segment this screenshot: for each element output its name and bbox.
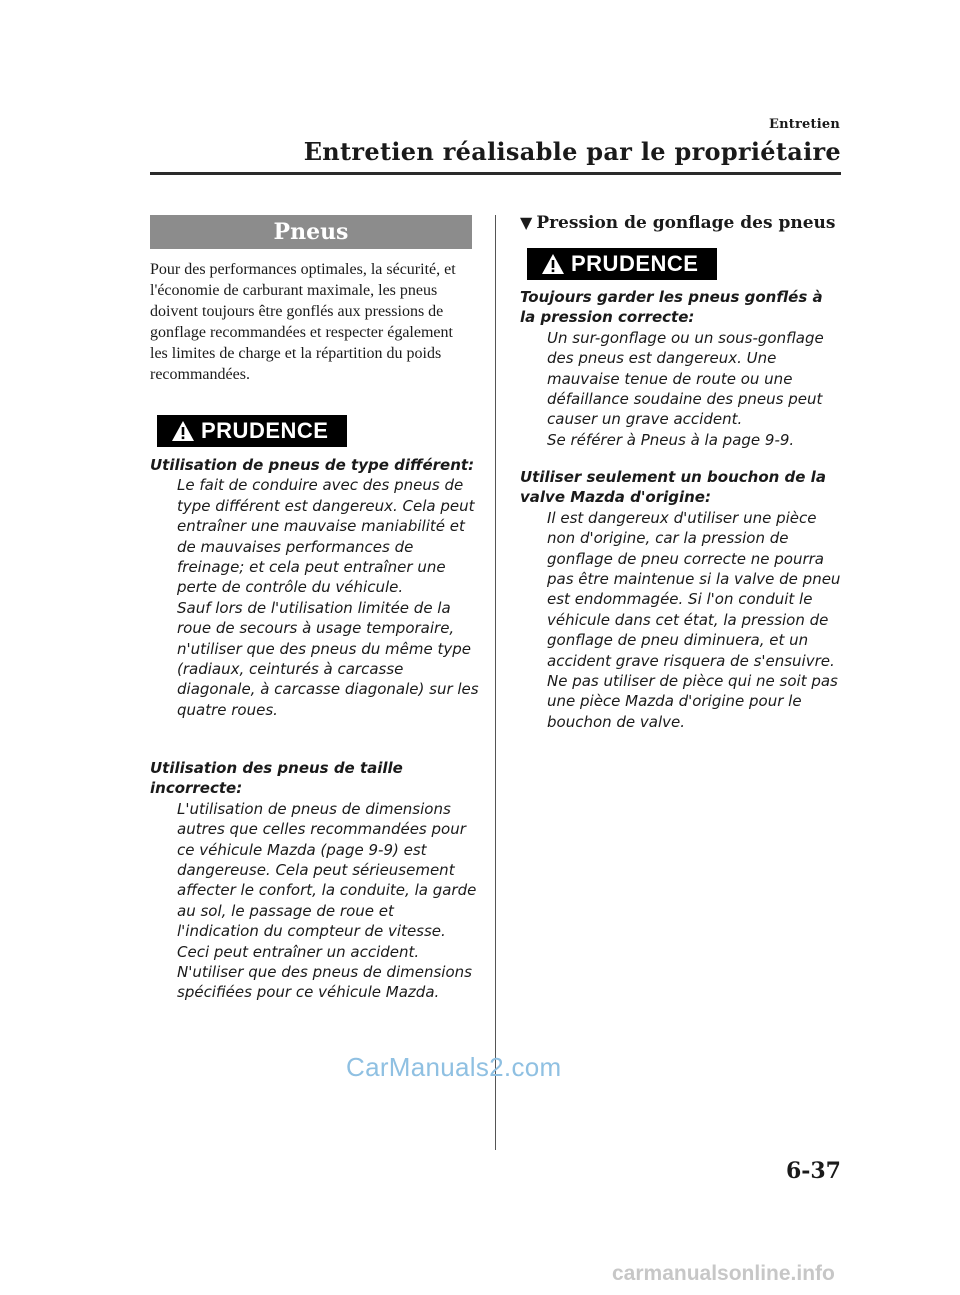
warning-text: Il est dangereux d'utiliser une pièce non d'origine, car la pression de gonflage de pneu correcte ne pourra pas être maintenue si la valve de pneu est endommagée. Si l'on conduit le véhicule dans cet état, la pression de gonflage de pneu diminuera, et un accident grave risquera de s'ensuivre. Ne pas utiliser de pièce qui ne soit pas une pièce Mazda d'origine pour le bouchon de valve. (547, 508, 841, 731)
warning-text: L'utilisation de pneus de dimensions autres que celles recommandées pour ce véhicule Mazda (page 9-9) est dangereuse. Cela peut sérieusement affecter le confort, la conduite, la garde au sol, le passage de roue et l'indication du compteur de vitesse. Ceci peut entraîner un accident. (177, 799, 477, 961)
watermark-text: CarManuals2.com (346, 1052, 562, 1082)
subsection-heading (520, 213, 840, 233)
column-divider (495, 215, 496, 1150)
warning-text: Un sur-gonflage ou un sous-gonflage des pneus est dangereux. Une mauvaise tenue de route ou une défaillance soudaine des pneus peut causer un grave accident. (547, 328, 824, 429)
caution-label: PRUDENCE (201, 418, 329, 443)
warning-icon (171, 420, 195, 442)
warning-heading: Utilisation de pneus de type différent: (150, 456, 475, 474)
warning-heading: Utilisation des pneus de taille incorrecte: (150, 759, 403, 798)
intro-paragraph: Pour des performances optimales, la sécurité, et l'économie de carburant maximale, les pneus doivent toujours être gonflés aux pressions de gonflage recommandées et respecter également les limites de charge et la répartition du poids recommandées. (150, 261, 456, 383)
section-title: Pneus (273, 219, 349, 245)
caution-label: PRUDENCE (571, 251, 699, 276)
warning-heading: Toujours garder les pneus gonflés à la pression correcte: (520, 288, 823, 327)
warning-text: Sauf lors de l'utilisation limitée de la roue de secours à usage temporaire, n'utiliser que des pneus du même type (radiaux, ceinturés à carcasse diagonale, à carcasse diagonale) sur les quatre roues. (177, 598, 479, 719)
caution-banner-right (527, 248, 717, 280)
section-title-band (150, 215, 472, 249)
warning-block-right-2 (520, 467, 842, 732)
warning-block-right-1 (520, 287, 842, 450)
section-header-title: Entretien réalisable par le propriétaire (303, 137, 841, 166)
page-number: 6-37 (785, 1158, 841, 1184)
warning-heading: Utiliser seulement un bouchon de la valve Mazda d'origine: (520, 468, 826, 507)
warning-text: Le fait de conduire avec des pneus de type différent est dangereux. Cela peut entraîner une mauvaise maniabilité et de mauvaises performances de freinage; et cela peut entraîner une perte de contrôle du véhicule. (177, 476, 475, 597)
triangle-down-icon: ▼ (520, 213, 533, 232)
caution-banner-left (157, 415, 347, 447)
warning-icon (541, 253, 565, 275)
chapter-label: Entretien (769, 117, 840, 132)
warning-block-left-2 (150, 758, 480, 1003)
warning-text: Se référer à Pneus à la page 9-9. (547, 430, 795, 449)
source-watermark: carmanualsonline.info (612, 1262, 835, 1285)
warning-text: N'utiliser que des pneus de dimensions spécifiées pour ce véhicule Mazda. (177, 963, 472, 1002)
subsection-title: Pression de gonflage des pneus (536, 213, 836, 233)
warning-block-left-1 (150, 455, 480, 720)
header-rule (150, 172, 841, 175)
